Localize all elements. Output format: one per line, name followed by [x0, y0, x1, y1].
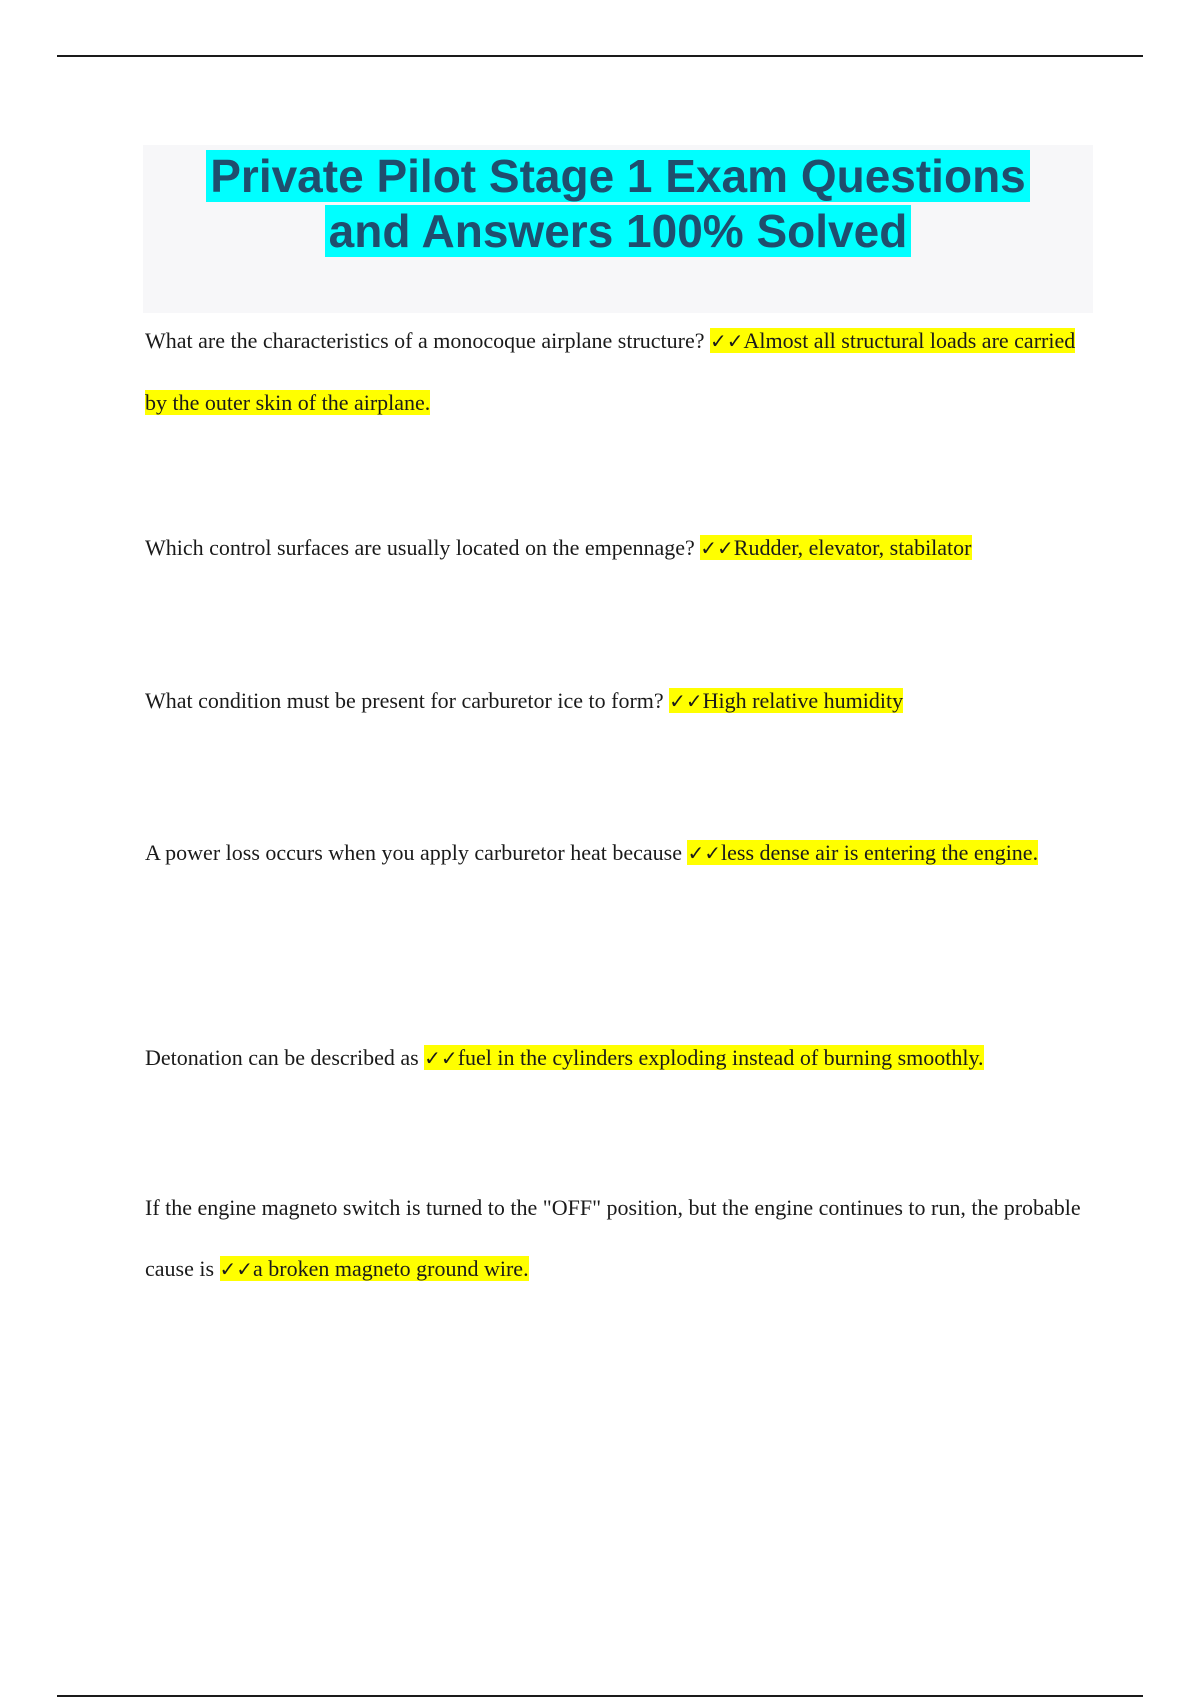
bottom-rule: [57, 1695, 1143, 1697]
double-check-icon: ✓✓: [219, 1257, 254, 1281]
question-text: Detonation can be described as: [145, 1045, 419, 1070]
title-line-2: and Answers 100% Solved: [325, 205, 912, 257]
double-check-icon: ✓✓: [687, 841, 721, 865]
question-text: A power loss occurs when you apply carburetor heat because: [145, 840, 682, 865]
answer-text: Almost all structural loads are carried by the outer skin of the airplane.: [145, 328, 1076, 415]
qa-item: [145, 670, 903, 732]
answer-text: fuel in the cylinders exploding instead of burning smoothly.: [457, 1045, 984, 1070]
answer-text: High relative humidity: [702, 688, 904, 713]
answer-highlight: [700, 535, 971, 560]
qa-item: [145, 310, 1090, 433]
question-text: What condition must be present for carburetor ice to form?: [145, 688, 664, 713]
answer-text: less dense air is entering the engine.: [721, 840, 1039, 865]
top-rule: [57, 55, 1143, 57]
double-check-icon: ✓✓: [710, 329, 744, 353]
answer-highlight: [669, 688, 903, 713]
double-check-icon: ✓✓: [700, 536, 734, 560]
title-block: [143, 145, 1093, 313]
question-text: Which control surfaces are usually located on the empennage?: [145, 535, 695, 560]
qa-item: [145, 1027, 984, 1089]
answer-highlight: [687, 840, 1038, 865]
qa-item: [145, 822, 1038, 884]
answer-highlight: [220, 1256, 529, 1281]
question-text: If the engine magneto switch is turned to the "OFF" position, but the engine continues to run, the probable cause is: [145, 1195, 1081, 1281]
qa-item: [145, 1177, 1090, 1300]
page-title: [143, 149, 1093, 259]
qa-item: [145, 517, 972, 579]
question-text: What are the characteristics of a monocoque airplane structure?: [145, 328, 705, 353]
double-check-icon: ✓✓: [424, 1046, 458, 1070]
double-check-icon: ✓✓: [669, 689, 703, 713]
title-line-1: Private Pilot Stage 1 Exam Questions: [206, 150, 1030, 202]
answer-highlight: [424, 1045, 983, 1070]
answer-text: a broken magneto ground wire.: [253, 1256, 529, 1281]
answer-text: Rudder, elevator, stabilator: [733, 535, 972, 560]
